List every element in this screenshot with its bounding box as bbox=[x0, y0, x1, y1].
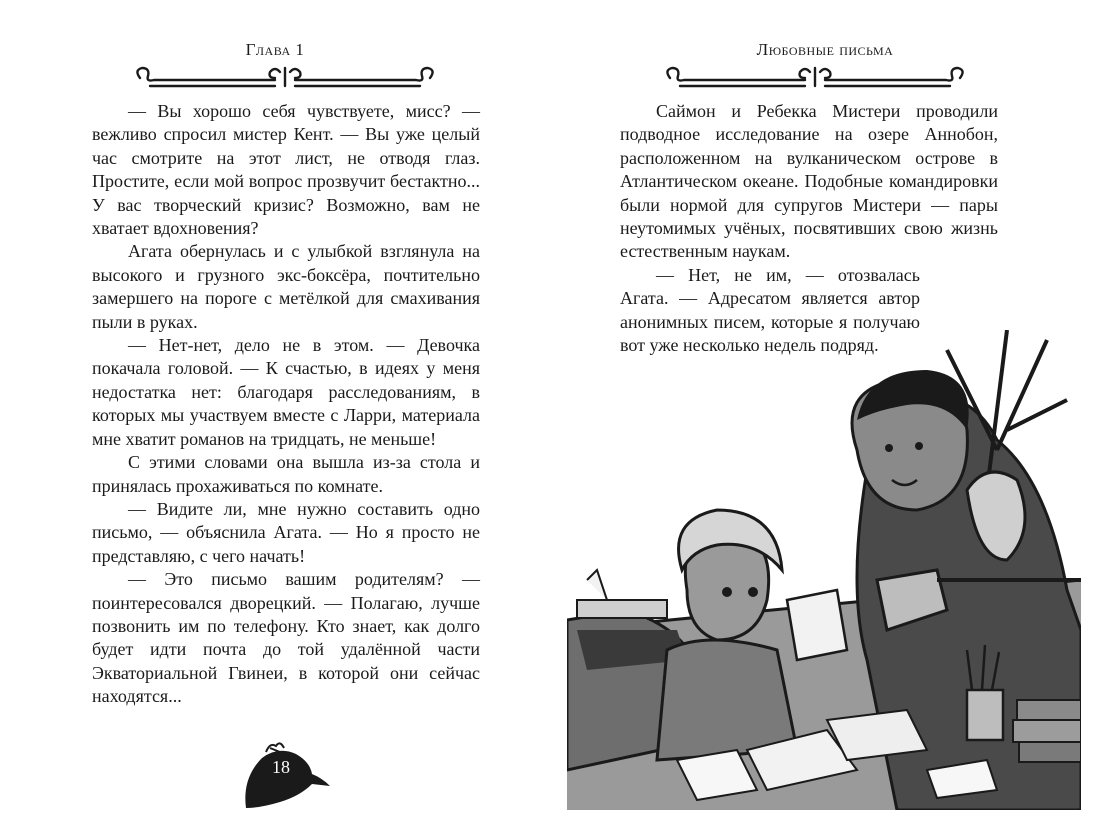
page-number: 18 bbox=[272, 757, 290, 777]
page-number-badge bbox=[240, 738, 330, 810]
paragraph: — Это письмо вашим родителям? — поинтересовался дворецкий. — Полагаю, лучше позвонить им по телефону. Кто знает, как долго будет идти почта до той удалённой части Экваториальной Гвинеи, в которой они сейчас находятся... bbox=[92, 569, 480, 707]
agatha-and-butler-illustration bbox=[567, 330, 1081, 810]
paragraph: — Нет, не им, — отозвалась Агата. — Адресатом является автор анонимных писем, которые я получаю вот уже несколько недель подряд. bbox=[620, 264, 920, 356]
paragraph: Саймон и Ребекка Мистери проводили подводное исследование на озере Аннобон, расположенном на вулканическом острове в Атлантическом океане. Подобные командировки были нормой для супругов Мистери — пары неутомимых учёных, посвятивших свою жизнь естественным наукам. bbox=[620, 101, 998, 262]
paragraph: — Видите ли, мне нужно составить одно письмо, — объяснила Агата. — Но я просто не представляю, с чего начать! bbox=[92, 498, 480, 566]
paragraph: Агата обернулась и с улыбкой взглянула на высокого и грузного экс-боксёра, почтительно замершего на пороге с метёлкой для смахивания пыли в руках. bbox=[92, 241, 480, 332]
right-body-text bbox=[620, 100, 998, 357]
left-body-text bbox=[92, 100, 480, 709]
chapter-title-header: Любовные письма bbox=[756, 40, 894, 59]
paragraph: — Вы хорошо себя чувствуете, мисс? — вежливо спросил мистер Кент. — Вы уже целый час смотрите на этот лист, не отводя глаз. Простите, если мой вопрос прозвучит бестактно... У вас творческий кризис? Возможно, вам не хватает вдохновения? bbox=[92, 101, 480, 239]
paragraph: С этими словами она вышла из-за стола и принялась прохаживаться по комнате. bbox=[92, 452, 480, 496]
chapter-header: Глава 1 bbox=[245, 40, 305, 59]
paragraph: — Нет-нет, дело не в этом. — Девочка покачала головой. — К счастью, в идеях у меня недостатка нет: благодаря расследованиям, в которых мы участвуем вместе с Ларри, материала мне хватит романов на тридцать, не меньше! bbox=[92, 335, 480, 449]
header-ornament bbox=[660, 64, 970, 92]
right-page bbox=[550, 0, 1100, 827]
header-ornament bbox=[130, 64, 440, 92]
